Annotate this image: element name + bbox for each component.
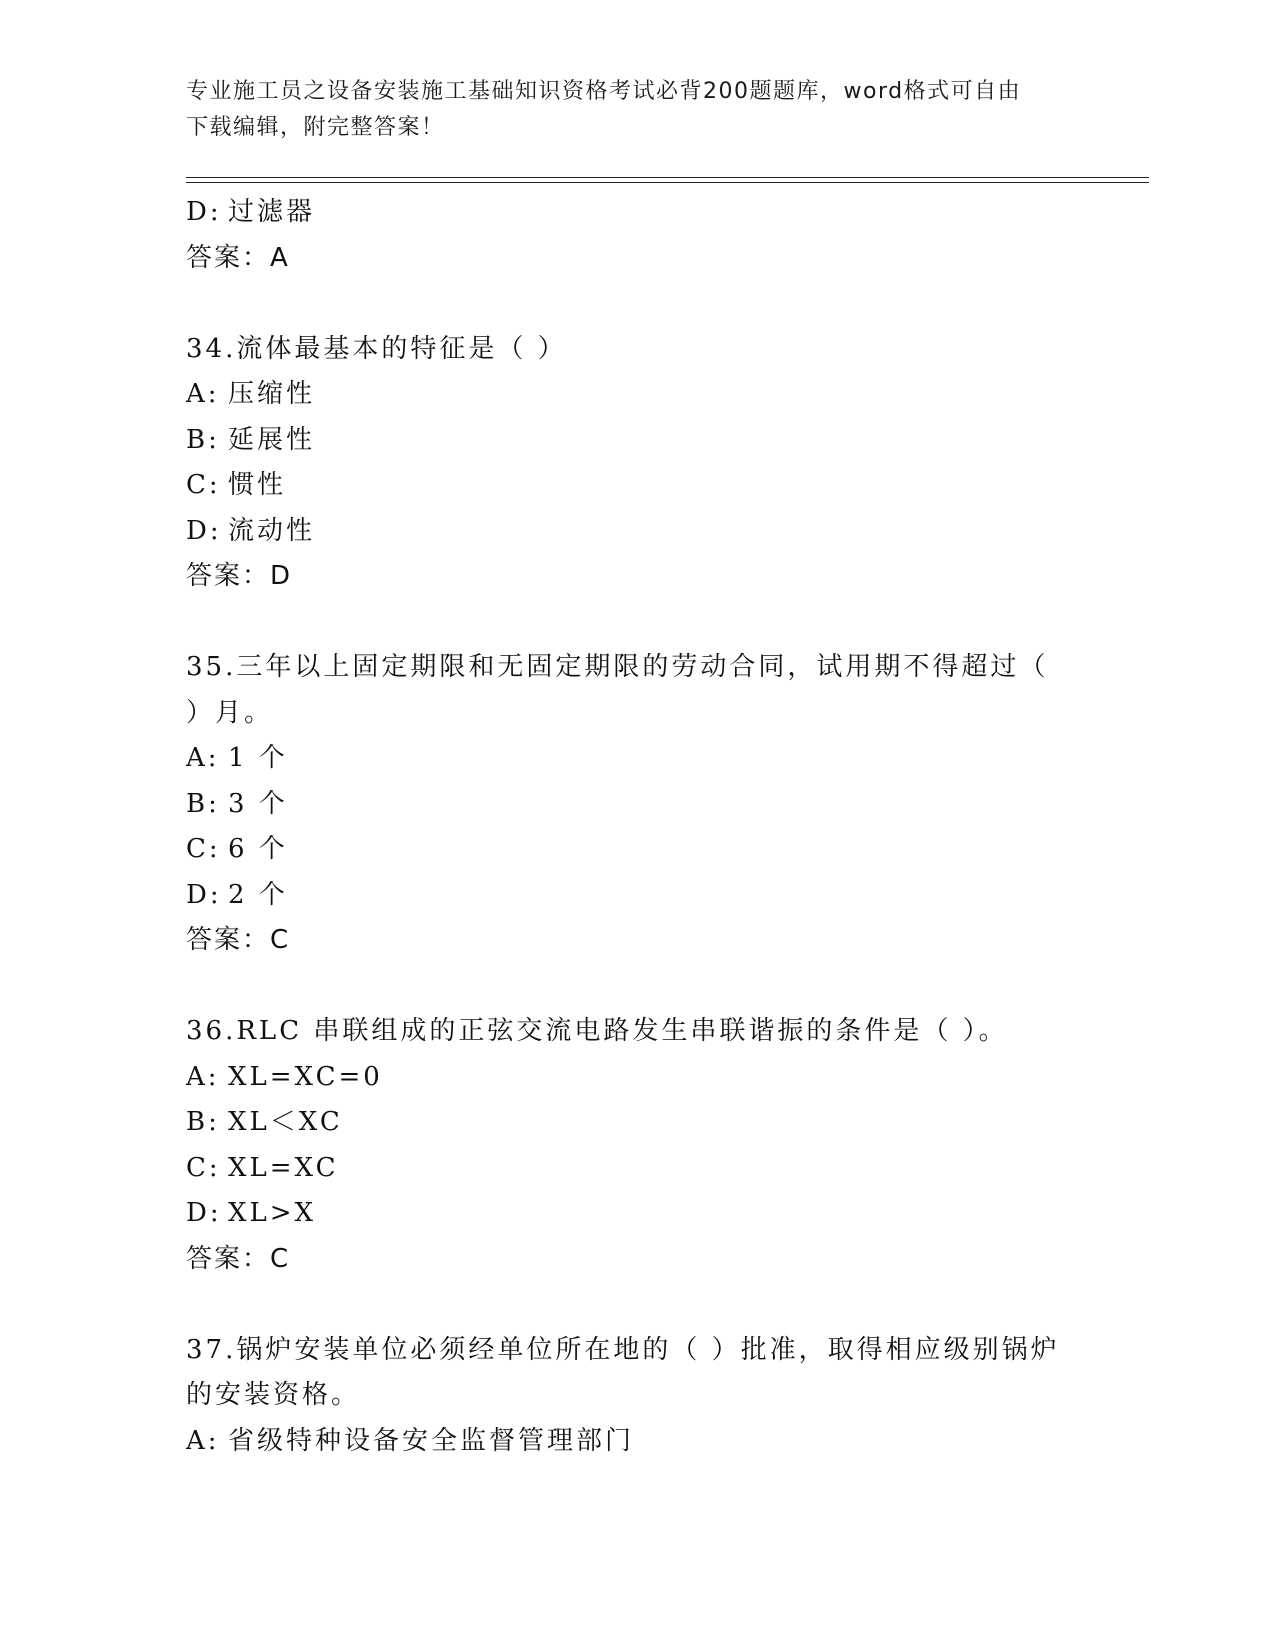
question-stem-line-1: 37.锅炉安装单位必须经单位所在地的（ ）批准，取得相应级别锅炉 [186,1334,1060,1365]
option-d [186,873,1086,919]
option-text: 流动性 [228,515,316,546]
option-label: C: [186,470,221,500]
option-label: C: [186,834,221,864]
option-text: 惯性 [228,470,287,500]
question-stem: 36.RLC 串联组成的正弦交流电路发生串联谐振的条件是（ ）。 [186,1016,1008,1046]
option-a [186,1419,1086,1465]
question-36 [186,1009,1086,1282]
option-label: B: [186,424,220,455]
option-text: XL＜XC [228,1107,343,1137]
option-label: A: [186,379,220,409]
option-b [186,418,1086,464]
option-label: B: [186,788,220,819]
question-stem-line-2: 的安装资格。 [186,1380,361,1410]
spacer [186,600,1086,646]
option-c [186,827,1086,873]
option-label: D: [186,1198,222,1228]
option-b [186,782,1086,828]
question-34 [186,327,1086,600]
option-text: XL=XC [228,1152,339,1183]
option-a [186,736,1086,782]
option-text: 延展性 [228,424,316,455]
option-c [186,463,1086,509]
option-text: 6 个 [228,834,288,864]
option-label: C: [186,1152,221,1183]
question-37 [186,1328,1086,1465]
option-a [186,1055,1086,1101]
option-text: 过滤器 [228,197,316,227]
answer-line: 答案：D [186,561,293,591]
answer-line: 答案：C [186,925,291,955]
option-label: A: [186,1061,220,1092]
question-list [186,190,1086,1464]
option-label: D: [186,197,222,227]
option-text: 2 个 [228,879,288,910]
question-stem-line-1: 35.三年以上固定期限和无固定期限的劳动合同，试用期不得超过（ [186,652,1049,682]
option-b [186,1100,1086,1146]
spacer [186,1282,1086,1328]
option-text: XL>X [228,1198,317,1228]
option-text: XL=XC=0 [228,1061,383,1092]
header-divider-top [186,177,1149,178]
option-label: A: [186,1425,220,1456]
spacer [186,964,1086,1010]
option-text: 3 个 [228,788,288,819]
header-line-2: 下载编辑，附完整答案！ [186,115,445,140]
option-text: 压缩性 [228,379,316,409]
option-label: D: [186,515,222,546]
option-d [186,190,1086,236]
question-35 [186,645,1086,964]
question-stem-line-2: ）月。 [186,697,274,728]
header-divider-bottom [186,182,1149,183]
option-text: 1 个 [228,743,288,773]
answer-line: 答案：C [186,1243,291,1274]
answer-line: 答案：A [186,242,290,273]
option-text: 省级特种设备安全监督管理部门 [228,1425,635,1456]
option-d [186,509,1086,555]
header-line-1: 专业施工员之设备安装施工基础知识资格考试必背200题题库，word格式可自由 [186,79,1022,104]
spacer [186,281,1086,327]
question-stem: 34.流体最基本的特征是（ ） [186,333,567,364]
option-c [186,1146,1086,1192]
option-label: D: [186,879,222,910]
document-header [186,74,1086,146]
option-a [186,372,1086,418]
option-label: B: [186,1107,220,1137]
option-label: A: [186,743,220,773]
option-d [186,1191,1086,1237]
